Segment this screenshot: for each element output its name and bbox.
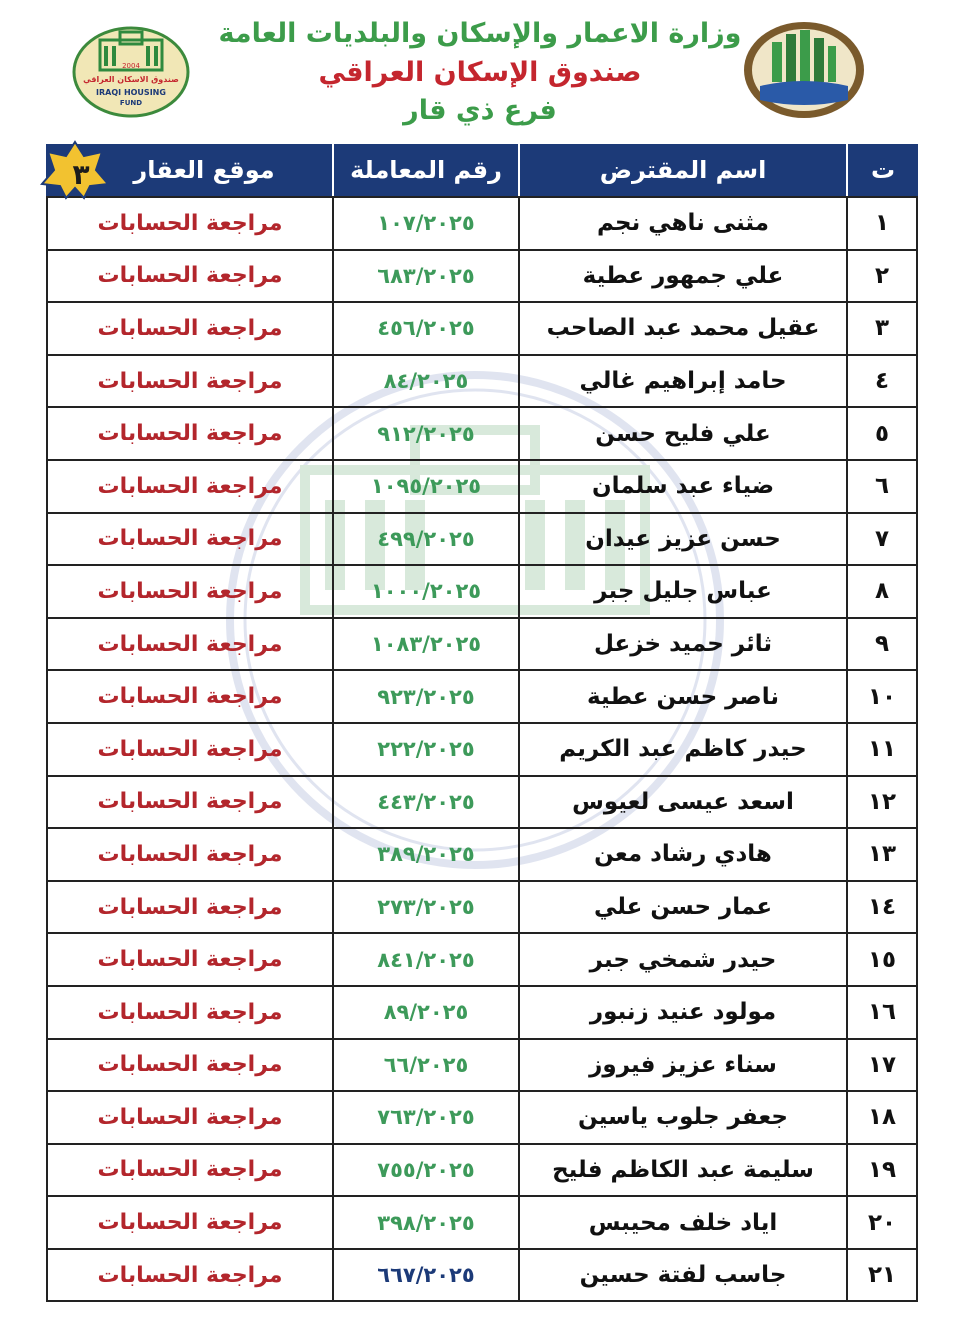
table-row: [48, 459, 916, 512]
transaction-number-cell: ٦٦/٢٠٢٥: [334, 1040, 520, 1091]
row-number-cell: ٢١: [867, 1262, 897, 1289]
row-number-cell: ٣: [874, 315, 890, 342]
transaction-number-cell: ٣٩٨/٢٠٢٥: [334, 1197, 520, 1248]
location-cell: مراجعة الحسابات: [48, 356, 334, 407]
location-cell: مراجعة الحسابات: [48, 671, 334, 722]
borrower-name-cell: حيدر كاظم عبد الكريم: [520, 724, 848, 775]
transaction-number-cell: ٤٩٩/٢٠٢٥: [334, 514, 520, 565]
borrower-name-cell: علي جمهور عطية: [520, 251, 848, 302]
row-number-cell: ٨: [874, 578, 890, 605]
transaction-number-cell: ٧٥٥/٢٠٢٥: [334, 1145, 520, 1196]
logo-year: 2004: [122, 62, 140, 70]
location-cell: مراجعة الحسابات: [48, 1197, 334, 1248]
location-cell: مراجعة الحسابات: [48, 882, 334, 933]
table-row: [48, 722, 916, 775]
row-number-cell: ٩: [874, 631, 890, 658]
borrower-name-cell: جاسب لفتة حسين: [520, 1250, 848, 1301]
table-row: [48, 1195, 916, 1248]
row-number-cell: ١١: [867, 736, 897, 763]
table-row: [48, 827, 916, 880]
location-cell: مراجعة الحسابات: [48, 251, 334, 302]
borrower-name-cell: مولود عنيد زنبور: [520, 987, 848, 1038]
ministry-logo: [742, 20, 866, 120]
table-row: [48, 775, 916, 828]
transaction-number-cell: ٩٢٣/٢٠٢٥: [334, 671, 520, 722]
row-number-cell: ١٩: [867, 1156, 897, 1183]
badge-number: ٣: [72, 157, 90, 191]
location-cell: مراجعة الحسابات: [48, 1040, 334, 1091]
table-row: [48, 249, 916, 302]
location-cell: مراجعة الحسابات: [48, 829, 334, 880]
logo-english-1: IRAQI HOUSING: [96, 88, 166, 97]
row-number-cell: ٢٠: [867, 1209, 897, 1236]
row-number-cell: ١٣: [867, 841, 897, 868]
table-row: [48, 564, 916, 617]
borrower-name-cell: عقيل محمد عبد الصاحب: [520, 303, 848, 354]
row-number-cell: ٤: [874, 368, 890, 395]
location-cell: مراجعة الحسابات: [48, 408, 334, 459]
column-header-location: [46, 144, 334, 196]
borrower-name-cell: ناصر حسن عطية: [520, 671, 848, 722]
letterhead: [0, 0, 960, 140]
table-row: [48, 1143, 916, 1196]
row-number-cell: ٦: [874, 473, 890, 500]
borrower-name-cell: علي فليح حسن: [520, 408, 848, 459]
transaction-number-cell: ٦٦٧/٢٠٢٥: [334, 1250, 520, 1301]
location-cell: مراجعة الحسابات: [48, 724, 334, 775]
transaction-number-cell: ١٠٧/٢٠٢٥: [334, 198, 520, 249]
transaction-number-cell: ١٠٩٥/٢٠٢٥: [334, 461, 520, 512]
row-number-cell: ١٥: [867, 946, 897, 973]
row-number-cell: ٢: [874, 262, 890, 289]
location-cell: مراجعة الحسابات: [48, 987, 334, 1038]
table-row: [48, 1038, 916, 1091]
table-header: [46, 144, 918, 196]
fund-title: صندوق الإسكان العراقي: [318, 57, 642, 88]
borrower-name-cell: اياد خلف محيبس: [520, 1197, 848, 1248]
table-row: [48, 1248, 916, 1301]
row-number-cell: ٥: [874, 420, 890, 447]
borrower-name-cell: حسن عزيز عيدان: [520, 514, 848, 565]
transaction-number-cell: ٣٨٩/٢٠٢٥: [334, 829, 520, 880]
table-row: [48, 617, 916, 670]
ministry-title: وزارة الاعمار والإسكان والبلديات العامة: [218, 18, 742, 49]
location-cell: مراجعة الحسابات: [48, 934, 334, 985]
row-number-cell: ١٦: [867, 999, 897, 1026]
table-row: [48, 406, 916, 459]
borrowers-table: [46, 144, 918, 1302]
table-row: [48, 301, 916, 354]
branch-title: فرع ذي قار: [403, 95, 557, 126]
transaction-number-cell: ٤٥٦/٢٠٢٥: [334, 303, 520, 354]
transaction-number-cell: ٩١٢/٢٠٢٥: [334, 408, 520, 459]
row-number-cell: ١٤: [867, 894, 897, 921]
location-cell: مراجعة الحسابات: [48, 777, 334, 828]
borrower-name-cell: ضياء عبد سلمان: [520, 461, 848, 512]
table-row: [48, 669, 916, 722]
column-header-number: ت: [870, 156, 896, 184]
row-number-cell: ٧: [874, 525, 890, 552]
location-cell: مراجعة الحسابات: [48, 461, 334, 512]
transaction-number-cell: ١٠٠٠/٢٠٢٥: [334, 566, 520, 617]
table-row: [48, 512, 916, 565]
location-cell: مراجعة الحسابات: [48, 566, 334, 617]
location-cell: مراجعة الحسابات: [48, 1145, 334, 1196]
transaction-number-cell: ٨٤١/٢٠٢٥: [334, 934, 520, 985]
borrower-name-cell: حيدر شمخي جبر: [520, 934, 848, 985]
transaction-number-cell: ٨٤/٢٠٢٥: [334, 356, 520, 407]
logo-arabic: صندوق الاسكان العراقي: [83, 75, 179, 84]
column-header-transaction: رقم المعاملة: [334, 144, 520, 196]
location-cell: مراجعة الحسابات: [48, 1250, 334, 1301]
row-number-cell: ١: [874, 210, 890, 237]
transaction-number-cell: ٦٨٣/٢٠٢٥: [334, 251, 520, 302]
transaction-number-cell: ٤٤٣/٢٠٢٥: [334, 777, 520, 828]
column-header-name: اسم المقترض: [520, 144, 848, 196]
location-header-label: موقع العقار: [133, 156, 275, 184]
borrower-name-cell: جعفر جلوب ياسين: [520, 1092, 848, 1143]
borrower-name-cell: عباس جليل جبر: [520, 566, 848, 617]
borrower-name-cell: سناء عزيز فيروز: [520, 1040, 848, 1091]
logo-english-2: FUND: [119, 99, 143, 107]
table-row: [48, 196, 916, 249]
transaction-number-cell: ١٠٨٣/٢٠٢٥: [334, 619, 520, 670]
borrower-name-cell: مثنى ناهي نجم: [520, 198, 848, 249]
table-row: [48, 985, 916, 1038]
location-cell: مراجعة الحسابات: [48, 619, 334, 670]
location-cell: مراجعة الحسابات: [48, 198, 334, 249]
location-cell: مراجعة الحسابات: [48, 514, 334, 565]
borrower-name-cell: اسعد عيسى لعيوس: [520, 777, 848, 828]
borrower-name-cell: هادي رشاد معن: [520, 829, 848, 880]
borrower-name-cell: ثائر حميد خزعل: [520, 619, 848, 670]
table-row: [48, 932, 916, 985]
row-number-cell: ١٠: [867, 683, 897, 710]
borrower-name-cell: عمار حسن علي: [520, 882, 848, 933]
row-number-cell: ١٧: [867, 1051, 897, 1078]
location-cell: مراجعة الحسابات: [48, 1092, 334, 1143]
letterhead-titles: [200, 14, 760, 130]
row-number-cell: ١٢: [867, 788, 897, 815]
table-row: [48, 1090, 916, 1143]
borrower-name-cell: حامد إبراهيم غالي: [520, 356, 848, 407]
transaction-number-cell: ٧٦٣/٢٠٢٥: [334, 1092, 520, 1143]
transaction-number-cell: ٨٩/٢٠٢٥: [334, 987, 520, 1038]
borrower-name-cell: سليمة عبد الكاظم فليح: [520, 1145, 848, 1196]
iraqi-housing-fund-logo: [72, 26, 190, 118]
row-number-cell: ١٨: [867, 1104, 897, 1131]
table-body: [46, 196, 918, 1302]
transaction-number-cell: ٢٢٢/٢٠٢٥: [334, 724, 520, 775]
table-row: [48, 880, 916, 933]
transaction-number-cell: ٢٧٣/٢٠٢٥: [334, 882, 520, 933]
location-cell: مراجعة الحسابات: [48, 303, 334, 354]
table-row: [48, 354, 916, 407]
